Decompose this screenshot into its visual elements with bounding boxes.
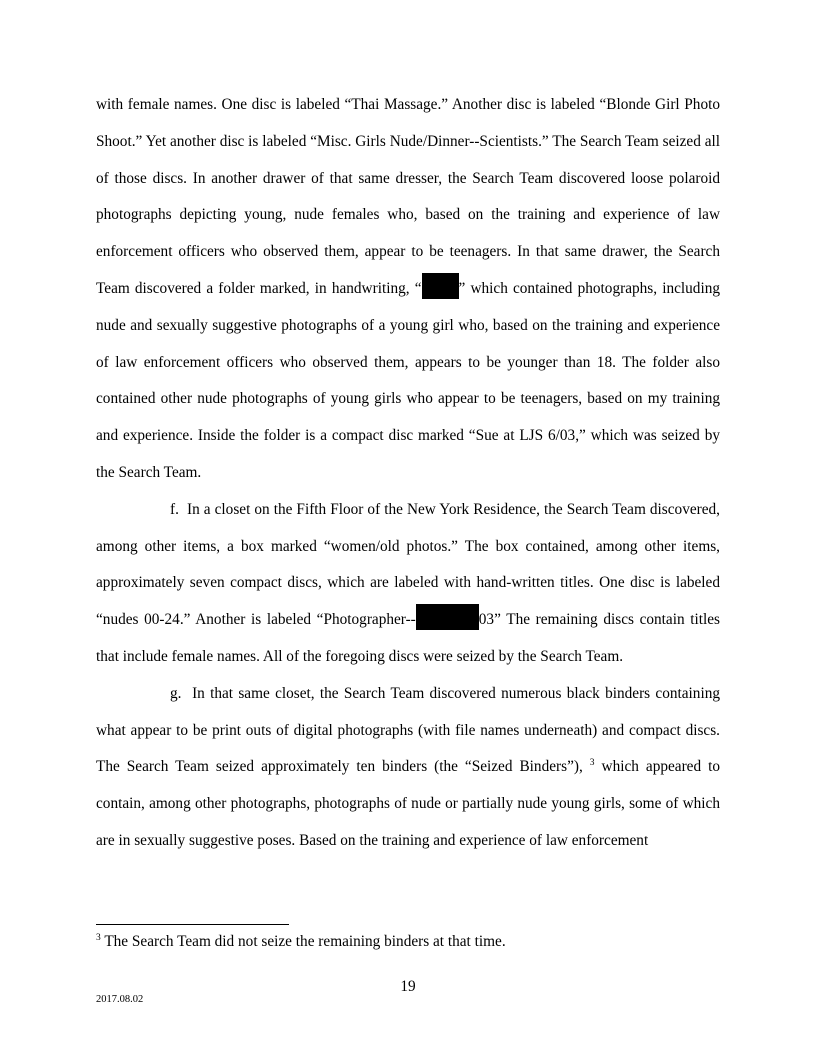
footnote-reference: 3	[589, 758, 595, 769]
redaction-box	[416, 604, 479, 630]
paragraph-label: g.	[170, 684, 182, 702]
footnote	[96, 932, 506, 952]
footnote-divider	[96, 924, 289, 925]
paragraph-text: ” which contained photographs, including nude and sexually suggestive photographs of a young girl who, based on the training and experience of law enforcement officers who observed them, appears to be younger than 18. The folder also contained other nude photographs of young girls who appear to be teenagers, based on my training and experience. Inside the folder is a compact disc marked “Sue at LJS 6/03,” which was seized by the Search Team.	[96, 279, 720, 481]
document-body	[96, 87, 720, 860]
paragraph-text: with female names. One disc is labeled “Thai Massage.” Another disc is labeled “Blonde Girl Photo Shoot.” Yet another disc is labeled “Misc. Girls Nude/Dinner--Scientists.” The Search Team seized all of those discs. In another drawer of that same dresser, the Search Team discovered loose polaroid photographs depicting young, nude females who, based on the training and experience of law enforcement officers who observed them, appear to be teenagers. In that same drawer, the Search Team discovered a folder marked, in handwriting, “	[96, 96, 720, 297]
footnote-number: 3	[96, 933, 101, 943]
footnote-text: The Search Team did not seize the remaining binders at that time.	[104, 933, 506, 950]
paragraph-text: In a closet on the Fifth Floor of the New York Residence, the Search Team discovered, among other items, a box marked “women/old photos.” The box contained, among other items, approximately seven compact discs, which are labeled with hand-written titles. One disc is labeled “nudes 00-24.” Another is labeled “Photographer--	[96, 500, 720, 629]
redaction-box	[422, 273, 459, 299]
paragraph-text: which appeared to contain, among other photographs, photographs of nude or partially nude young girls, some of which are in sexually suggestive poses. Based on the training and experience of law enforcement	[96, 758, 720, 849]
paragraph-e-continuation	[96, 87, 720, 492]
paragraph-label: f.	[170, 500, 179, 518]
paragraph-text: 03” The remaining discs contain titles that include female names. All of the foregoing discs were seized by the Search Team.	[96, 611, 721, 665]
paragraph-text: In that same closet, the Search Team discovered numerous black binders containing what appear to be print outs of digital photographs (with file names underneath) and compact discs. The Search Team seized approximately ten binders (the “Seized Binders”),	[96, 684, 721, 776]
date-stamp: 2017.08.02	[96, 994, 144, 1005]
paragraph-g	[96, 676, 720, 860]
paragraph-f	[96, 492, 720, 676]
page-number: 19	[400, 978, 416, 995]
